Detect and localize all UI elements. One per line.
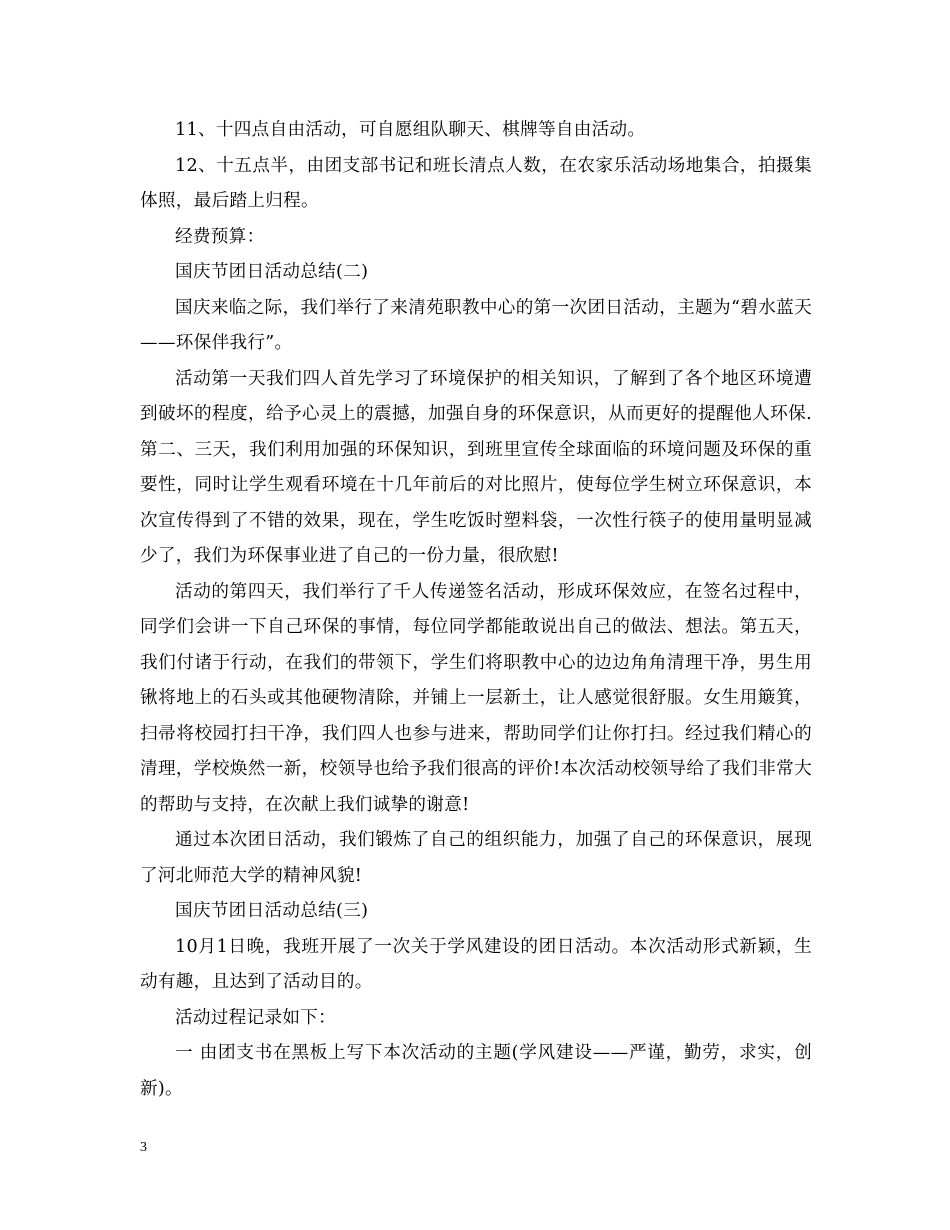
paragraph-oct-first: 10月1日晚，我班开展了一次关于学风建设的团日活动。本次活动形式新颖，生动有趣，且达到了活动目的。 <box>140 936 812 992</box>
document-body <box>140 113 812 1107</box>
paragraph-item-11: 11、十四点自由活动，可自愿组队聊天、棋牌等自由活动。 <box>175 120 646 140</box>
paragraph-intro: 国庆来临之际，我们举行了来清苑职教中心的第一次团日活动，主题为“碧水蓝天——环保伴我行”。 <box>140 297 812 353</box>
section-title-three: 国庆节团日活动总结(三) <box>175 901 369 921</box>
section-title-two: 国庆节团日活动总结(二) <box>175 262 369 282</box>
page-number: 3 <box>140 1140 147 1155</box>
budget-heading: 经费预算： <box>175 226 265 247</box>
paragraph-item-12: 12、十五点半，由团支部书记和班长清点人数，在农家乐活动场地集合，拍摄集体照，最后踏上归程。 <box>140 155 812 211</box>
paragraph-days-four-five: 活动的第四天，我们举行了千人传递签名活动，形成环保效应，在签名过程中，同学们会讲一下自己环保的事情，每位同学都能敢说出自己的做法、想法。第五天，我们付诸于行动，在我们的带领下，学生们将职教中心的边边角角清理干净，男生用锹将地上的石头或其他硬物清除，并铺上一层新土，让人感觉很舒服。女生用簸箕，扫帚将校园打扫干净，我们四人也参与进来，帮助同学们让你打扫。经过我们精心的清理，学校焕然一新，校领导也给予我们很高的评价!本次活动校领导给了我们非常大的帮助与支持，在次献上我们诚挚的谢意! <box>140 581 812 815</box>
paragraph-days-one-to-three: 活动第一天我们四人首先学习了环境保护的相关知识，了解到了各个地区环境遭到破坏的程度，给予心灵上的震撼，加强自身的环保意识，从而更好的提醒他人环保.第二、三天，我们利用加强的环保知识，到班里宣传全球面临的环境问题及环保的重要性，同时让学生观看环境在十几年前后的对比照片，使每位学生树立环保意识，本次宣传得到了不错的效果，现在，学生吃饭时塑料袋，一次性行筷子的使用量明显减少了，我们为环保事业进了自己的一份力量，很欣慰! <box>140 368 812 566</box>
paragraph-conclusion: 通过本次团日活动，我们锻炼了自己的组织能力，加强了自己的环保意识，展现了河北师范大学的精神风貌! <box>140 830 812 886</box>
paragraph-step-one: 一 由团支书在黑板上写下本次活动的主题(学风建设——严谨，勤劳，求实，创新)。 <box>140 1043 812 1099</box>
process-record-heading: 活动过程记录如下： <box>175 1007 337 1028</box>
